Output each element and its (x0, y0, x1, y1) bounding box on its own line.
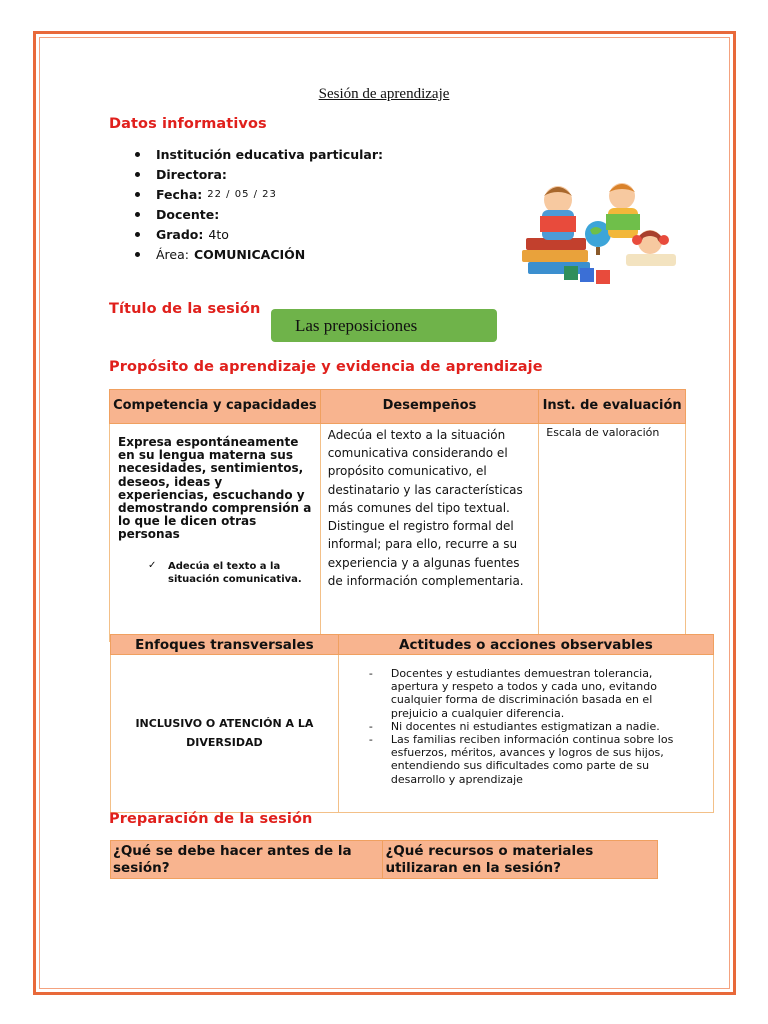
proposito-table (109, 389, 686, 642)
preparacion-heading: Preparación de la sesión (109, 811, 313, 827)
preparacion-table (110, 840, 658, 879)
session-topic-box: Las preposiciones (271, 309, 497, 342)
accion-item: - Docentes y estudiantes demuestran tolerancia, apertura y respeto a todos y cada uno, evitando cualquier forma de discriminación basada en el prejuicio a cualquier diferencia. (369, 667, 699, 720)
accion-item: - Ni docentes ni estudiantes estigmatizan a nadie. (369, 720, 699, 733)
capacidad-text: Adecúa el texto a la situación comunicativa. (168, 560, 302, 585)
info-item-grado: Grado: 4to (135, 224, 383, 244)
bullet-icon (135, 192, 140, 197)
proposito-heading: Propósito de aprendizaje y evidencia de aprendizaje (109, 359, 543, 375)
competencia-text: Expresa espontáneamente en su lengua materna sus necesidades, sentimientos, deseos, ideas y experiencias, escuchando y demostrando comprensión a lo que le dicen otras personas (118, 435, 312, 542)
grado-value: 4to (208, 226, 229, 242)
header-competencia: Competencia y capacidades (110, 390, 321, 424)
capacidad-item (118, 560, 314, 586)
bullet-icon (135, 212, 140, 217)
info-item-institucion: Institución educativa particular: (135, 144, 383, 164)
info-item-fecha: Fecha: 22 / 05 / 23 (135, 184, 383, 204)
header-enfoques: Enfoques transversales (111, 635, 339, 655)
enfoques-table (110, 634, 714, 813)
desempeno-cell: Adecúa el texto a la situación comunicativa considerando el propósito comunicativo, el destinatario y las características más comunes del tipo textual. Distingue el registro formal del informal; para ello, recurre a su experiencia y a algunas fuentes de información complementaria. (320, 424, 539, 642)
bullet-icon (135, 172, 140, 177)
header-actitudes: Actitudes o acciones observables (338, 635, 713, 655)
competencia-cell (110, 424, 321, 642)
datos-heading: Datos informativos (109, 116, 267, 132)
info-list (135, 144, 383, 264)
info-item-area: Área: COMUNICACIÓN (135, 244, 383, 264)
header-desempenos: Desempeños (320, 390, 539, 424)
bullet-icon (135, 232, 140, 237)
kids-reading-illustration (514, 176, 680, 288)
acciones-cell (338, 655, 713, 813)
enfoque-text: INCLUSIVO O ATENCIÓN A LA DIVERSIDAD (135, 717, 314, 749)
checkmark-icon: ✓ (148, 559, 157, 571)
accion-item: - Las familias reciben información continua sobre los esfuerzos, méritos, avances y logros de sus hijos, entendiendo sus dificultades como parte de su desarrollo y aprendizaje (369, 733, 699, 786)
area-value: COMUNICACIÓN (193, 246, 306, 262)
instrumento-cell: Escala de valoración (539, 424, 686, 642)
fecha-value: 22 / 05 / 23 (207, 188, 277, 200)
document-title: Sesión de aprendizaje (318, 86, 450, 102)
enfoque-cell (111, 655, 339, 813)
header-instrumento: Inst. de evaluación (539, 390, 686, 424)
info-item-docente: Docente: (135, 204, 383, 224)
titulo-heading: Título de la sesión (109, 301, 261, 317)
bullet-icon (135, 252, 140, 257)
info-item-directora: Directora: (135, 164, 383, 184)
preparacion-recursos: ¿Qué recursos o materiales utilizaran en la sesión? (383, 841, 658, 879)
preparacion-antes: ¿Qué se debe hacer antes de la sesión? (111, 841, 383, 879)
acciones-list (369, 667, 699, 786)
bullet-icon (135, 152, 140, 157)
